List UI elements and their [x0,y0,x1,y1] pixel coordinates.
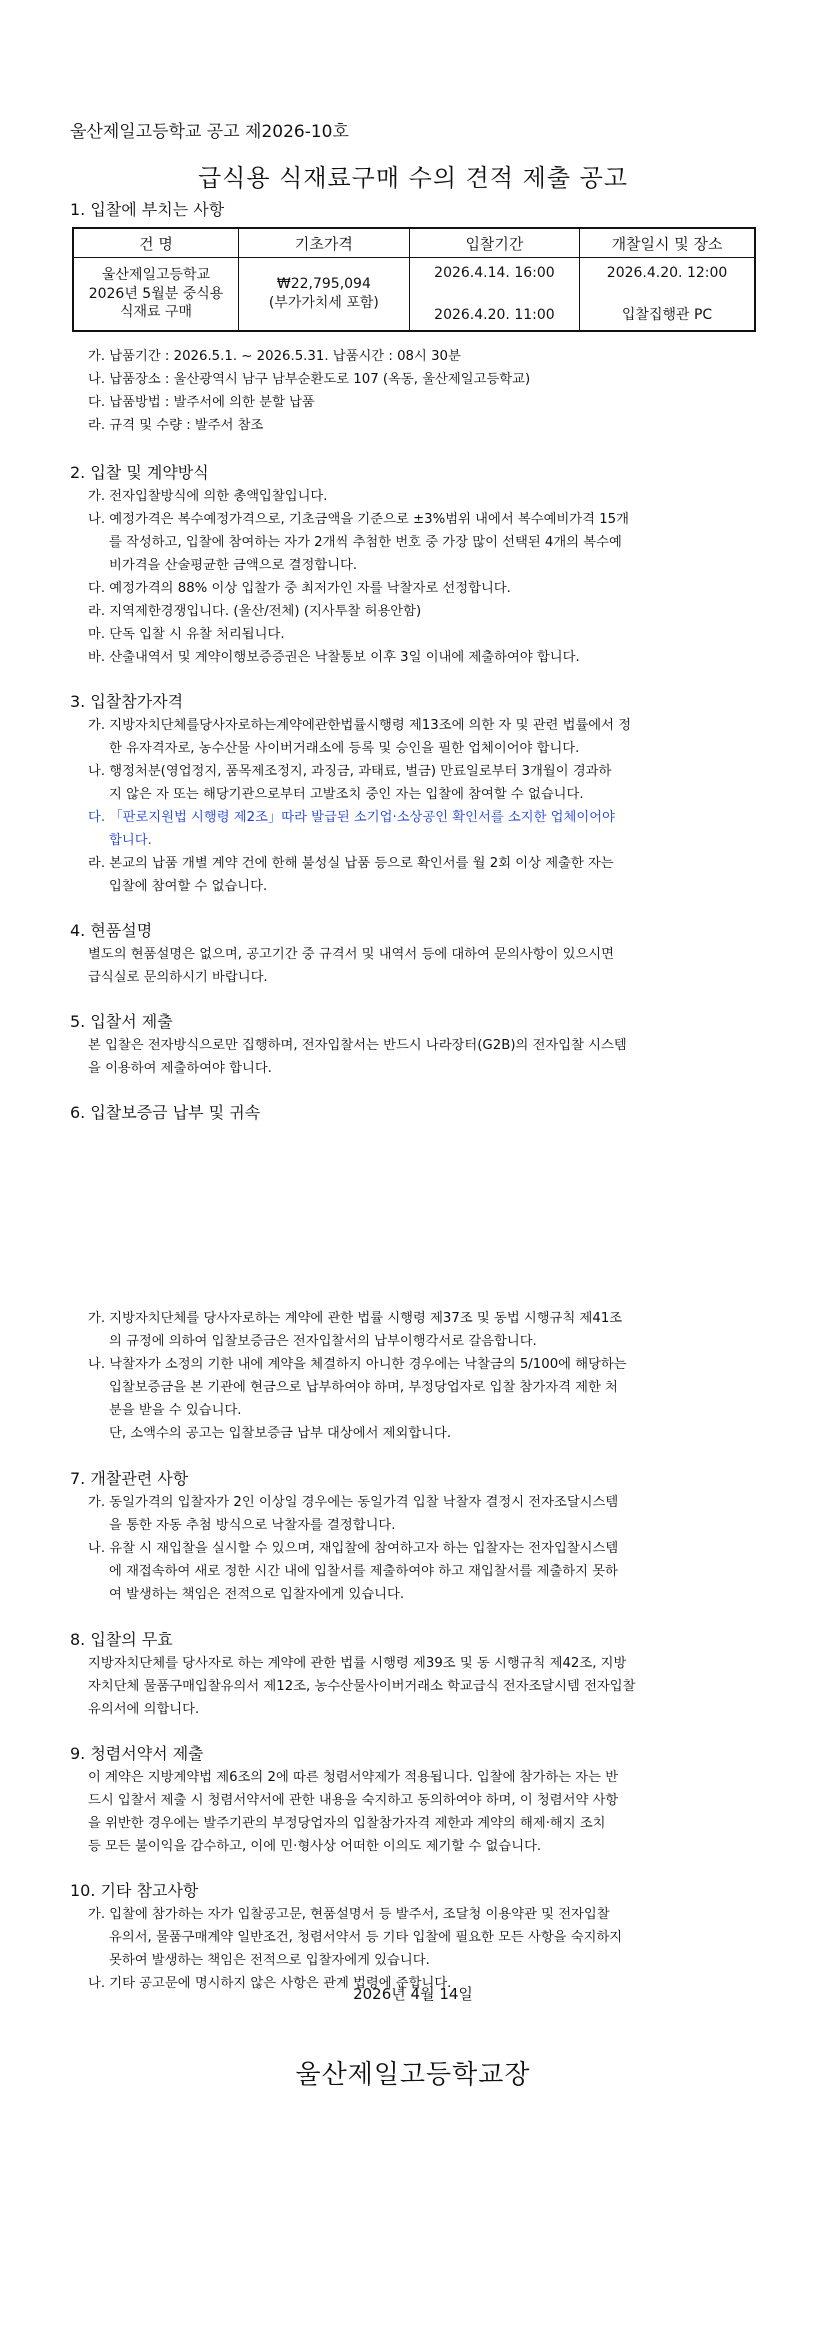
paragraph-line: 을 이용하여 제출하여야 합니다. [88,1061,272,1076]
section-heading: 6. 입찰보증금 납부 및 귀속 [70,1103,261,1122]
section-heading: 3. 입찰참가자격 [70,692,184,711]
list-item: 나. 예정가격은 복수예정가격으로, 기초금액을 기준으로 ±3%범위 내에서 복수예비가격 15개 [88,512,629,527]
paragraph-line: 등 모든 불이익을 감수하고, 이에 민·형사상 어떠한 이의도 제기할 수 없습니다. [88,1839,542,1854]
section-heading: 4. 현품설명 [70,921,153,940]
list-item-cont: 여 발생하는 책임은 전적으로 입찰자에게 있습니다. [109,1587,405,1602]
section-heading: 8. 입찰의 무효 [70,1630,173,1649]
list-item: 가. 납품기간 : 2026.5.1. ~ 2026.5.31. 납품시간 : 08시 30분 [88,349,461,364]
list-item: 나. 낙찰자가 소정의 기한 내에 계약을 체결하지 아니한 경우에는 낙찰금의 5/100에 해당하는 [88,1357,627,1372]
announcement-date: 2026년 4월 14일 [353,1985,473,2003]
list-item: 나. 기타 공고문에 명시하지 않은 사항은 관계 법령에 준합니다. [88,1976,452,1991]
period-start: 2026.4.14. 16:00 [434,265,555,281]
table-cell-name [73,258,239,332]
bid-info-table [72,227,756,332]
paragraph-line: 을 위반한 경우에는 발주기관의 부정당업자의 입찰참가자격 제한과 계약의 해제·해지 조치 [88,1816,606,1831]
list-item: 가. 지방자치단체를당사자로하는계약에관한법률시행령 제13조에 의한 자 및 관련 법률에서 정 [88,718,632,733]
list-item: 가. 전자입찰방식에 의한 총액입찰입니다. [88,489,328,504]
table-cell-opening [580,258,755,332]
list-item-cont: 을 통한 자동 추첨 방식으로 낙찰자를 결정합니다. [109,1518,396,1533]
list-item: 가. 입찰에 참가하는 자가 입찰공고문, 현품설명서 등 발주서, 조달청 이용약관 및 전자입찰 [88,1907,610,1922]
paragraph-line: 지방자치단체를 당사자로 하는 계약에 관한 법률 시행령 제39조 및 동 시행규칙 제42조, 지방 [88,1656,627,1671]
table-header: 건 명 [73,228,239,258]
section-heading: 1. 입찰에 부치는 사항 [70,200,225,219]
list-item-cont: 비가격을 산술평균한 금액으로 결정합니다. [109,558,358,573]
section-heading: 5. 입찰서 제출 [70,1012,173,1031]
table-cell-price [239,258,410,332]
list-item: 가. 동일가격의 입찰자가 2인 이상일 경우에는 동일가격 입찰 낙찰자 결정시 전자조달시스템 [88,1495,619,1510]
list-item: 가. 지방자치단체를 당사자로하는 계약에 관한 법률 시행령 제37조 및 동법 시행규칙 제41조 [88,1311,623,1326]
list-item-cont: 유의서, 물품구매계약 일반조건, 청렴서약서 등 기타 입찰에 필요한 모든 사항을 숙지하지 [109,1930,623,1945]
list-item: 마. 단독 입찰 시 유찰 처리됩니다. [88,627,285,642]
page-title: 급식용 식재료구매 수의 견적 제출 공고 [197,164,629,192]
table-header: 입찰기간 [409,228,579,258]
section-heading: 7. 개찰관련 사항 [70,1469,189,1488]
list-item-cont: 입찰에 참여할 수 없습니다. [109,879,268,894]
section-heading: 2. 입찰 및 계약방식 [70,463,209,482]
cell-line: 울산제일고등학교 [101,266,211,283]
cell-line: (부가가치세 포함) [268,295,379,311]
list-item: 나. 납품장소 : 울산광역시 남구 남부순환도로 107 (옥동, 울산제일고등학교) [88,372,531,387]
list-item-cont: 분을 받을 수 있습니다. [109,1403,242,1418]
list-item: 라. 본교의 납품 개별 계약 건에 한해 불성실 납품 등으로 확인서를 월 2회 이상 제출한 자는 [88,856,614,871]
period-end: 2026.4.20. 11:00 [434,307,555,323]
list-item-cont: 입찰보증금을 본 기관에 현금으로 납부하여야 하며, 부정당업자로 입찰 참가자격 제한 처 [109,1380,618,1395]
paragraph-line: 별도의 현품설명은 없으며, 공고기간 중 규격서 및 내역서 등에 대하여 문의사항이 있으시면 [88,947,614,962]
table-header: 개찰일시 및 장소 [580,228,755,258]
opening-date: 2026.4.20. 12:00 [606,265,728,281]
list-item: 라. 규격 및 수량 : 발주서 참조 [88,418,264,433]
list-item: 바. 산출내역서 및 계약이행보증증권은 낙찰통보 이후 3일 이내에 제출하여야 합니다. [88,650,580,665]
paragraph-line: 유의서에 의합니다. [88,1702,200,1717]
list-item-cont: 못하여 발생하는 책임은 전적으로 입찰자에게 있습니다. [109,1953,430,1968]
highlighted-requirement: 다. 「판로지원법 시행령 제2조」따라 발급된 소기업·소상공인 확인서를 소지한 업체이어야 [88,810,615,825]
paragraph-line: 급식실로 문의하시기 바랍니다. [88,970,268,985]
table-cell-period [409,258,579,332]
signer-name: 울산제일고등학교장 [295,2060,531,2090]
table-row [73,258,755,332]
section-heading: 9. 청렴서약서 제출 [70,1744,204,1763]
list-item: 나. 유찰 시 재입찰을 실시할 수 있으며, 재입찰에 참여하고자 하는 입찰자는 전자입찰시스템 [88,1541,619,1556]
paragraph-line: 드시 입찰서 제출 시 청렴서약서에 관한 내용을 숙지하고 동의하여야 하며, 이 청렴서약 사항 [88,1793,619,1808]
paragraph-line: 이 계약은 지방계약법 제6조의 2에 따른 청렴서약제가 적용됩니다. 입찰에 참가하는 자는 반 [88,1770,619,1785]
list-item: 다. 예정가격의 88% 이상 입찰가 중 최저가인 자를 낙찰자로 선정합니다. [88,581,511,596]
list-item-cont: 단, 소액수의 공고는 입찰보증금 납부 대상에서 제외합니다. [109,1426,452,1441]
list-item-cont: 한 유자격자로, 농수산물 사이버거래소에 등록 및 승인을 필한 업체이어야 합니다. [109,741,580,756]
paragraph-line: 자치단체 물품구매입찰유의서 제12조, 농수산물사이버거래소 학교급식 전자조달시템 전자입찰 [88,1679,636,1694]
cell-line: ₩22,795,094 [276,276,371,293]
paragraph-line: 본 입찰은 전자방식으로만 집행하며, 전자입찰서는 반드시 나라장터(G2B)의 전자입찰 시스템 [88,1038,627,1053]
list-item: 라. 지역제한경쟁입니다. (울산/전체) (지사투찰 허용안함) [88,604,422,619]
list-item-cont: 를 작성하고, 입찰에 참여하는 자가 2개씩 추첨한 번호 중 가장 많이 선택된 4개의 복수예 [109,535,622,550]
list-item-cont: 의 규정에 의하여 입찰보증금은 전자입찰서의 납부이행각서로 갈음합니다. [109,1334,537,1349]
announcement-number: 울산제일고등학교 공고 제2026-10호 [70,122,349,142]
list-item-cont: 에 재접속하여 새로 정한 시간 내에 입찰서를 제출하여야 하고 재입찰서를 제출하지 못하 [109,1564,618,1579]
highlighted-requirement-cont: 합니다. [109,833,152,848]
section-heading: 10. 기타 참고사항 [70,1881,199,1900]
opening-place: 입찰집행관 PC [621,307,713,323]
cell-line: 2026년 5월분 중식용 [88,285,224,302]
table-header: 기초가격 [239,228,410,258]
cell-line: 식재료 구매 [119,304,193,321]
list-item: 나. 행정처분(영업정지, 품목제조정지, 과징금, 과태료, 벌금) 만료일로부터 3개월이 경과하 [88,764,612,779]
list-item: 다. 납품방법 : 발주서에 의한 분할 납품 [88,395,315,410]
list-item-cont: 지 않은 자 또는 해당기관으로부터 고발조치 중인 자는 입찰에 참여할 수 없습니다. [109,787,584,802]
